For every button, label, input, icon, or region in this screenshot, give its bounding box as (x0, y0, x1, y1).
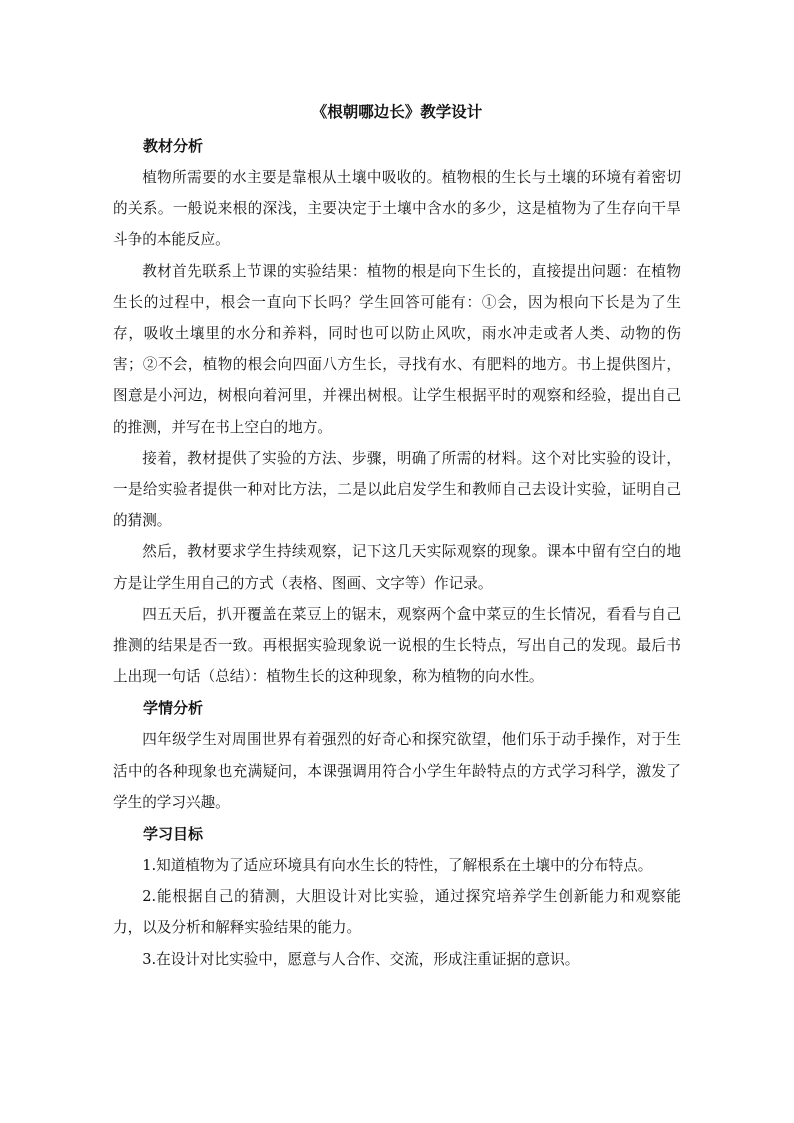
paragraph: 教材首先联系上节课的实验结果：植物的根是向下生长的，直接提出问题：在植物生长的过程中，根会一直向下长吗？学生回答可能有：①会，因为根向下长是为了生存，吸收土壤里的水分和养料，同时也可以防止风吹，雨水冲走或者人类、动物的伤害；②不会，植物的根会向四面八方生长，寻找有水、有肥料的地方。书上提供图片，图意是小河边，树根向着河里，并裸出树根。让学生根据平时的观察和经验，提出自己的推测，并写在书上空白的地方。 (113, 262, 681, 436)
goal-item: 3.在设计对比实验中，愿意与人合作、交流，形成注重证据的意识。 (142, 950, 580, 968)
section-heading-learner-analysis: 学情分析 (143, 699, 204, 718)
paragraph: 四年级学生对周围世界有着强烈的好奇心和探究欲望，他们乐于动手操作，对于生活中的各种现象也充满疑问，本课强调用符合小学生年龄特点的方式学习科学，激发了学生的学习兴趣。 (113, 731, 681, 811)
paragraph: 然后，教材要求学生持续观察，记下这几天实际观察的现象。课本中留有空白的地方是让学生用自己的方式（表格、图画、文字等）作记录。 (113, 543, 681, 592)
paragraph: 植物所需要的水主要是靠根从土壤中吸收的。植物根的生长与土壤的环境有着密切的关系。一般说来根的深浅，主要决定于土壤中含水的多少，这是植物为了生存向干旱斗争的本能反应。 (113, 169, 681, 249)
goal-item: 1.知道植物为了适应环境具有向水生长的特性，了解根系在土壤中的分布特点。 (142, 857, 653, 875)
paragraph: 四五天后，扒开覆盖在菜豆上的锯末，观察两个盒中菜豆的生长情况，看看与自己推测的结果是否一致。再根据实验现象说一说根的生长特点，写出自己的发现。最后书上出现一句话（总结）：植物生长的这种现象，称为植物的向水性。 (113, 605, 681, 686)
document-title: 《根朝哪边长》教学设计 (311, 102, 483, 121)
goal-item: 2.能根据自己的猜测，大胆设计对比实验，通过探究培养学生创新能力和观察能力，以及分析和解释实验结果的能力。 (113, 888, 681, 937)
paragraph: 接着，教材提供了实验的方法、步骤，明确了所需的材料。这个对比实验的设计，一是给实验者提供一种对比方法，二是以此启发学生和教师自己去设计实验，证明自己的猜测。 (113, 449, 681, 530)
document-page (113, 98, 681, 975)
section-heading-textbook-analysis: 教材分析 (143, 137, 204, 155)
section-heading-learning-goals: 学习目标 (143, 825, 204, 844)
